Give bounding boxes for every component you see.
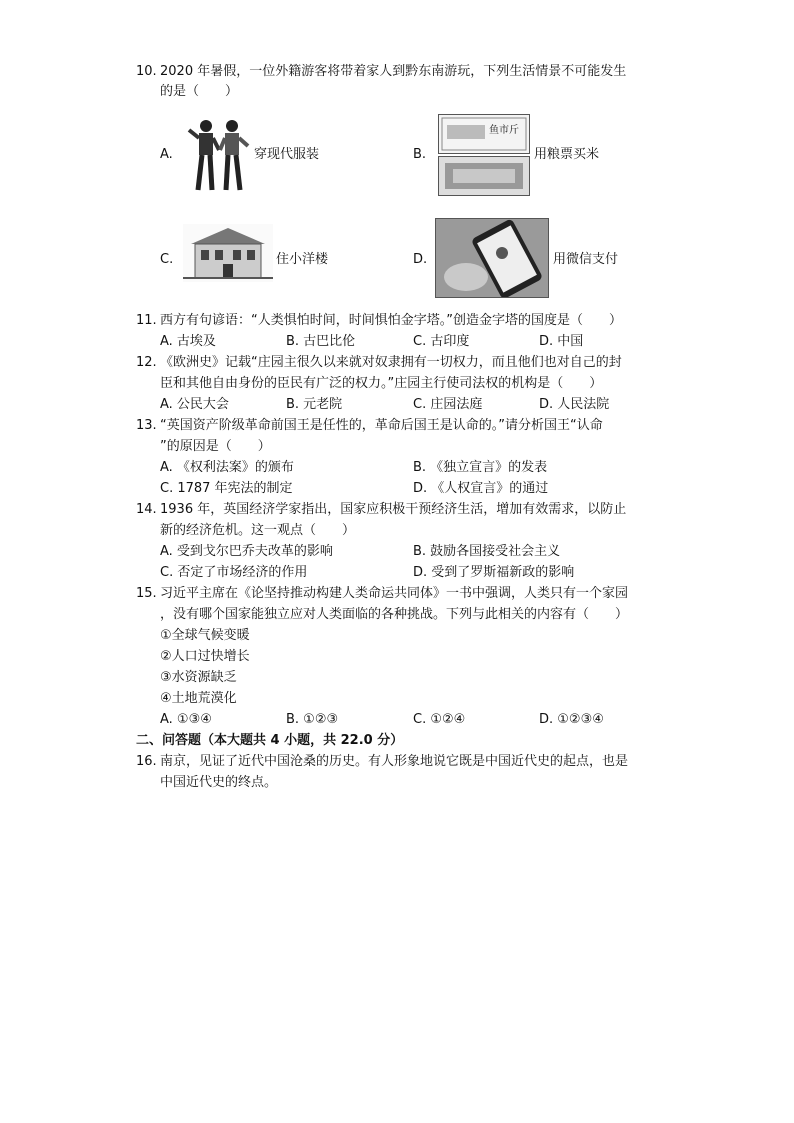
option: C. 古印度 — [413, 334, 470, 349]
western-house-image — [183, 224, 273, 282]
option: D. ①②③④ — [539, 712, 604, 727]
option: C. 否定了市场经济的作用 — [160, 565, 308, 580]
option: B. 古巴比伦 — [286, 334, 356, 349]
option: B. 元老院 — [286, 397, 343, 412]
option: A. ①③④ — [160, 712, 212, 727]
question-text: 的是（ ） — [160, 84, 239, 99]
grain-ticket-image — [438, 156, 530, 196]
question-number: 10. — [136, 64, 157, 79]
question-text: 臣和其他自由身份的臣民有广泛的权力。”庄园主行使司法权的机构是（ ） — [160, 376, 603, 391]
option: C. ①②④ — [413, 712, 466, 727]
option-text: 用微信支付 — [553, 252, 619, 267]
list-item: ①全球气候变暖 — [160, 628, 250, 643]
option-label: D. — [413, 252, 428, 267]
option: D. 受到了罗斯福新政的影响 — [413, 565, 575, 580]
option-label: C. — [160, 252, 174, 267]
question-text: ”的原因是（ ） — [160, 439, 271, 454]
phone-payment-image — [435, 218, 549, 298]
option: D. 中国 — [539, 334, 584, 349]
list-item: ②人口过快增长 — [160, 649, 250, 664]
people-photo — [186, 116, 252, 194]
question-number: 12. — [136, 355, 157, 370]
question-text: ，没有哪个国家能独立应对人类面临的各种挑战。下列与此相关的内容有（ ） — [160, 607, 629, 622]
section-title: 二、问答题（本大题共 4 小题，共 22.0 分） — [136, 733, 404, 748]
option: B. ①②③ — [286, 712, 339, 727]
option: D. 《人权宣言》的通过 — [413, 481, 549, 496]
option: B. 鼓励各国接受社会主义 — [413, 544, 561, 559]
question-text: 南京，见证了近代中国沧桑的历史。有人形象地说它既是中国近代史的起点，也是 — [160, 754, 629, 769]
question-number: 15. — [136, 586, 157, 601]
option: C. 庄园法庭 — [413, 397, 483, 412]
option: A. 《权利法案》的颁布 — [160, 460, 294, 475]
option-label: B. — [413, 147, 427, 162]
list-item: ③水资源缺乏 — [160, 670, 237, 685]
option-text: 穿现代服装 — [254, 147, 320, 162]
question-text: 《欧洲史》记载“庄园主很久以来就对奴隶拥有一切权力，而且他们也对自己的封 — [160, 355, 622, 370]
option: B. 《独立宣言》的发表 — [413, 460, 548, 475]
question-number: 11. — [136, 313, 157, 328]
question-text: 新的经济危机。这一观点（ ） — [160, 523, 356, 538]
option-label: A. — [160, 147, 173, 162]
question-number: 14. — [136, 502, 157, 517]
question-text: 中国近代史的终点。 — [160, 775, 278, 790]
question-text: 西方有句谚语：“人类惧怕时间，时间惧怕金字塔。”创造金字塔的国度是（ ） — [160, 313, 622, 328]
list-item: ④土地荒漠化 — [160, 691, 237, 706]
grain-ticket-image — [438, 114, 530, 154]
question-number: 13. — [136, 418, 157, 433]
question-text: “英国资产阶级革命前国王是任性的，革命后国王是认命的。”请分析国王“认命 — [160, 418, 603, 433]
option: A. 公民大会 — [160, 397, 229, 412]
ticket-text: 鱼市斤 — [489, 125, 519, 136]
question-text: 2020 年暑假，一位外籍游客将带着家人到黔东南游玩，下列生活情景不可能发生 — [160, 64, 627, 79]
option: A. 古埃及 — [160, 334, 216, 349]
option: D. 人民法院 — [539, 397, 610, 412]
option: A. 受到戈尔巴乔夫改革的影响 — [160, 544, 333, 559]
question-text: 习近平主席在《论坚持推动构建人类命运共同体》一书中强调，人类只有一个家园 — [160, 586, 629, 601]
question-number: 16. — [136, 754, 157, 769]
option-text: 住小洋楼 — [276, 252, 329, 267]
option: C. 1787 年宪法的制定 — [160, 481, 293, 496]
question-text: 1936 年，英国经济学家指出，国家应积极干预经济生活，增加有效需求，以防止 — [160, 502, 627, 517]
option-text: 用粮票买米 — [534, 147, 600, 162]
